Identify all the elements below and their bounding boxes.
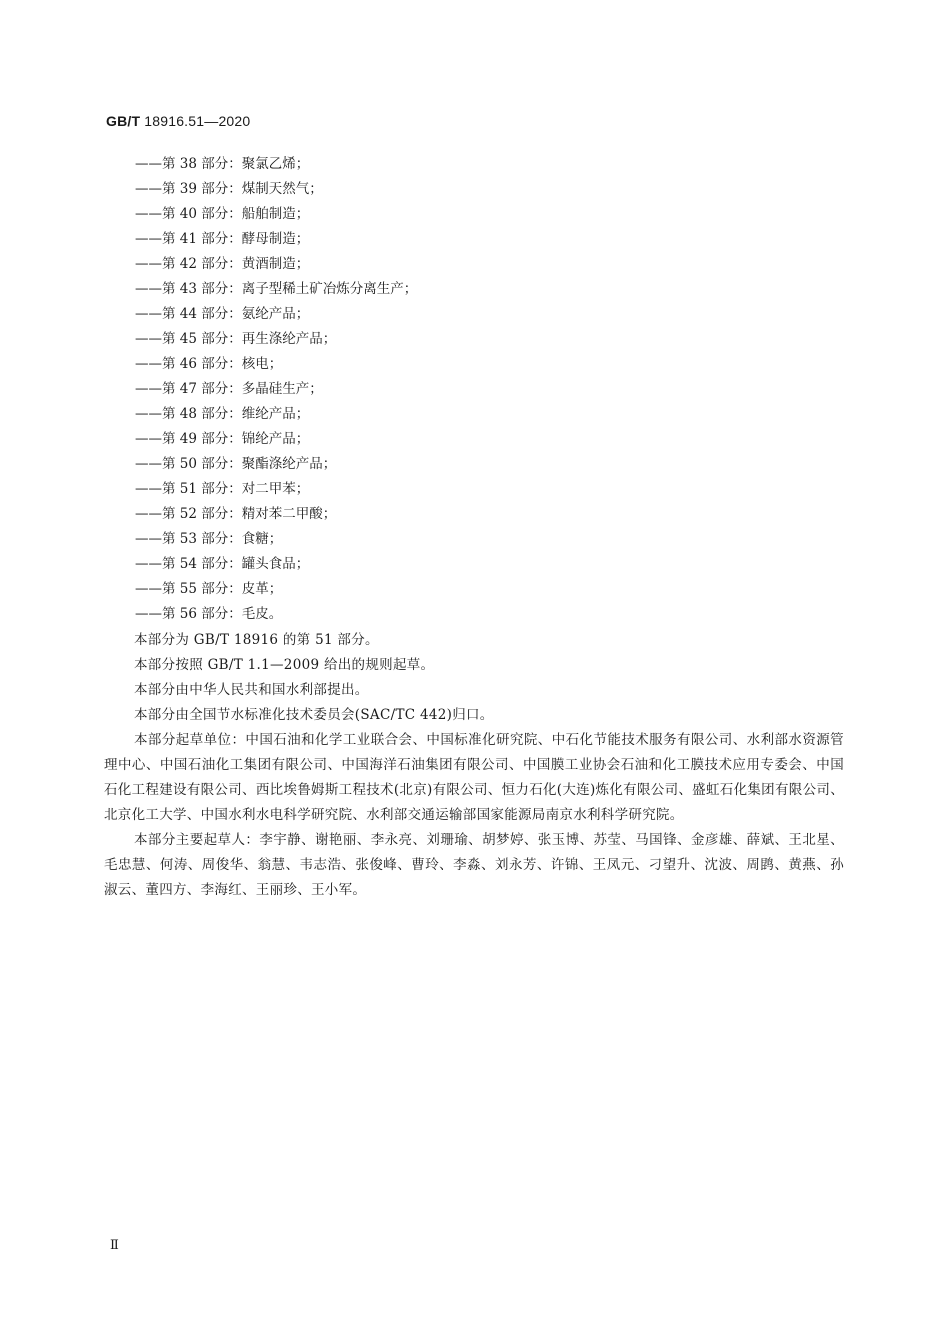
- paragraph-drafting-units: 本部分起草单位：中国石油和化学工业联合会、中国标准化研究院、中石化节能技术服务有限公司、水利部水资源管理中心、中国石油化工集团有限公司、中国海洋石油集团有限公司、中国膜工业协会石油和化工膜技术应用专委会、中国石化工程建设有限公司、西比埃鲁姆斯工程技术(北京)有限公司、恒力石化(大连)炼化有限公司、盛虹石化集团有限公司、北京化工大学、中国水利水电科学研究院、水利部交通运输部国家能源局南京水利科学研究院。: [104, 732, 844, 823]
- paragraph-administrator: 本部分由全国节水标准化技术委员会(SAC/TC 442)归口。: [134, 707, 494, 723]
- list-item: ——第 44 部分：氨纶产品；: [135, 306, 310, 322]
- list-item: ——第 47 部分：多晶硅生产；: [135, 381, 323, 397]
- list-item: ——第 48 部分：维纶产品；: [135, 406, 310, 422]
- list-item: ——第 38 部分：聚氯乙烯；: [135, 156, 310, 172]
- list-item: ——第 56 部分：毛皮。: [135, 606, 283, 622]
- list-item: ——第 45 部分：再生涤纶产品；: [135, 331, 337, 347]
- paragraph-part-number: 本部分为 GB/T 18916 的第 51 部分。: [134, 632, 379, 648]
- list-item: ——第 51 部分：对二甲苯；: [135, 481, 310, 497]
- list-item: ——第 52 部分：精对苯二甲酸；: [135, 506, 337, 522]
- list-item: ——第 54 部分：罐头食品；: [135, 556, 310, 572]
- standard-code: GB/T: [106, 113, 141, 129]
- paragraph-proposer: 本部分由中华人民共和国水利部提出。: [134, 682, 369, 698]
- list-item: ——第 39 部分：煤制天然气；: [135, 181, 323, 197]
- list-item: ——第 40 部分：船舶制造；: [135, 206, 310, 222]
- list-item: ——第 41 部分：酵母制造；: [135, 231, 310, 247]
- list-item: ——第 42 部分：黄酒制造；: [135, 256, 310, 272]
- foreword-body: [104, 628, 844, 903]
- paragraph-drafting-rules: 本部分按照 GB/T 1.1—2009 给出的规则起草。: [134, 657, 435, 673]
- parts-list: [135, 152, 417, 627]
- standard-number: 18916.51—2020: [144, 113, 251, 129]
- list-item: ——第 49 部分：锦纶产品；: [135, 431, 310, 447]
- list-item: ——第 43 部分：离子型稀土矿冶炼分离生产；: [135, 281, 418, 297]
- list-item: ——第 50 部分：聚酯涤纶产品；: [135, 456, 337, 472]
- standard-header: [106, 113, 250, 129]
- list-item: ——第 46 部分：核电；: [135, 356, 283, 372]
- paragraph-drafters: 本部分主要起草人：李宇静、谢艳丽、李永亮、刘珊瑜、胡梦婷、张玉博、苏莹、马国锋、金彦雄、薛斌、王北星、毛忠慧、何涛、周俊华、翁慧、韦志浩、张俊峰、曹玲、李淼、刘永芳、许锦、王凤元、刁望升、沈波、周鹍、黄燕、孙淑云、董四方、李海红、王丽珍、王小军。: [104, 832, 844, 898]
- page-number: Ⅱ: [110, 1238, 119, 1253]
- list-item: ——第 53 部分：食糖；: [135, 531, 283, 547]
- list-item: ——第 55 部分：皮革；: [135, 581, 283, 597]
